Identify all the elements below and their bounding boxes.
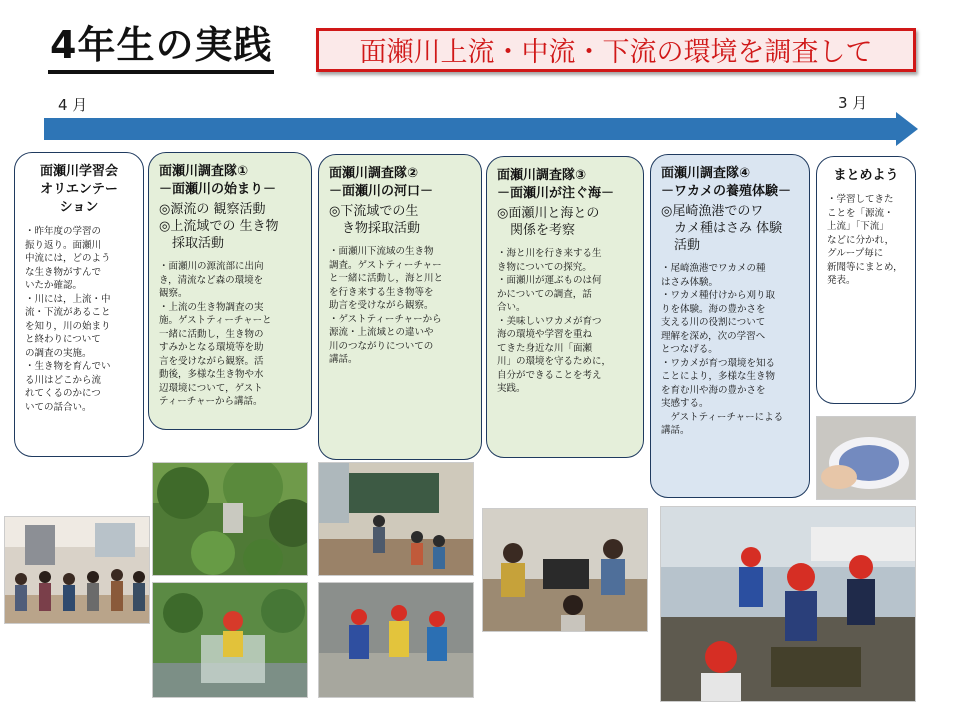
timeline-arrow-head	[896, 112, 918, 146]
card-survey-1	[148, 152, 312, 430]
orientation-photo	[4, 516, 150, 624]
card-description: ・昨年度の学習の 振り返り。面瀬川 中流には，どのよう な生き物がすんで いたか確認。 ・川には，上流・中 流・下流があること を知り，川の始まり と終わりについて の調査の実施。 ・生き物を育んでい る川はどこから流 れてくるのかにつ いての話合い。	[25, 226, 111, 413]
card-summary	[816, 156, 916, 404]
card-title: 面瀬川学習会 オリエンテー ション	[39, 164, 118, 215]
card-description: ・面瀬川の源流部に出向 き，清流など森の環境を 観察。 ・上流の生き物調査の実 施。ゲストティーチャーと 一緒に活動し，生き物の すみかとなる環境等を助 言を受けながら観察。活 動後，多様な生き物や水 辺環境について，ゲスト ティーチャーから講話。	[159, 261, 272, 407]
downstream-sampling-photo	[318, 582, 474, 698]
card-title: 面瀬川調査隊④ －ワカメの養殖体験－	[661, 166, 792, 199]
classroom-lecture-photo	[318, 462, 474, 576]
card-description: ・面瀬川下流域の生き物 調査。ゲストティーチャー と一緒に活動し，海と川と を行き来する生き物等を 助言を受けながら観察。 ・ゲストティーチャーから 源流・上流域との違いや 川のつながりについての 講話。	[329, 246, 444, 365]
card-title: 面瀬川調査隊② －面瀬川の河口－	[329, 166, 434, 199]
card-title: まとめよう	[833, 168, 899, 183]
card-survey-3	[486, 156, 644, 458]
wakame-seed-photo	[816, 416, 916, 500]
card-description: ・尾崎漁港でワカメの種 はさみ体験。 ・ワカメ種付けから刈り取 りを体験。海の豊かさを 支える川の役割について 理解を深め，次の学習へ とつなげる。 ・ワカメが育つ環境を知る ことにより，多様な生き物 を育む川や海の豊かさを 実感する。 ゲストティーチャーによる 講話。	[661, 263, 784, 436]
card-focus: ◎源流の 観察活動 ◎上流域での 生き物 採取活動	[159, 202, 279, 251]
timeline-arrow	[44, 118, 898, 140]
card-description: ・学習してきた ことを「源流・ 上流」「下流」 などに分かれ， グループ毎に 新聞等にまとめ，発表。	[827, 194, 903, 286]
card-focus: ◎尾崎漁港でのワ カメ種はさみ 体験 活動	[661, 204, 783, 253]
card-focus: ◎面瀬川と海との 関係を考察	[497, 206, 600, 238]
timeline-end-label: 3 月	[838, 94, 868, 112]
upstream-sampling-photo	[152, 582, 308, 698]
page-title: 4年生の実践	[48, 20, 274, 74]
card-focus: ◎下流域での生 き物採取活動	[329, 204, 421, 236]
page-subtitle: 面瀬川上流・中流・下流の環境を調査して	[316, 28, 916, 72]
card-description: ・海と川を行き来する生 き物についての探究。 ・面瀬川が運ぶものは何 かについての調査，話 合い。 ・美味しいワカメが育つ 海の環境や学習を重ね てきた身近な川「面瀬 川」の環境を守るために， 自分ができることを考え 実践。	[497, 248, 612, 394]
timeline-start-label: 4 月	[58, 96, 88, 114]
card-orientation	[14, 152, 144, 457]
discussion-photo	[482, 508, 648, 632]
source-forest-photo	[152, 462, 308, 576]
card-survey-4	[650, 154, 810, 498]
card-survey-2	[318, 154, 482, 460]
card-title: 面瀬川調査隊③ －面瀬川が注ぐ海－	[497, 168, 615, 201]
card-title: 面瀬川調査隊① －面瀬川の始まり－	[159, 164, 277, 197]
wakame-farming-photo	[660, 506, 916, 702]
